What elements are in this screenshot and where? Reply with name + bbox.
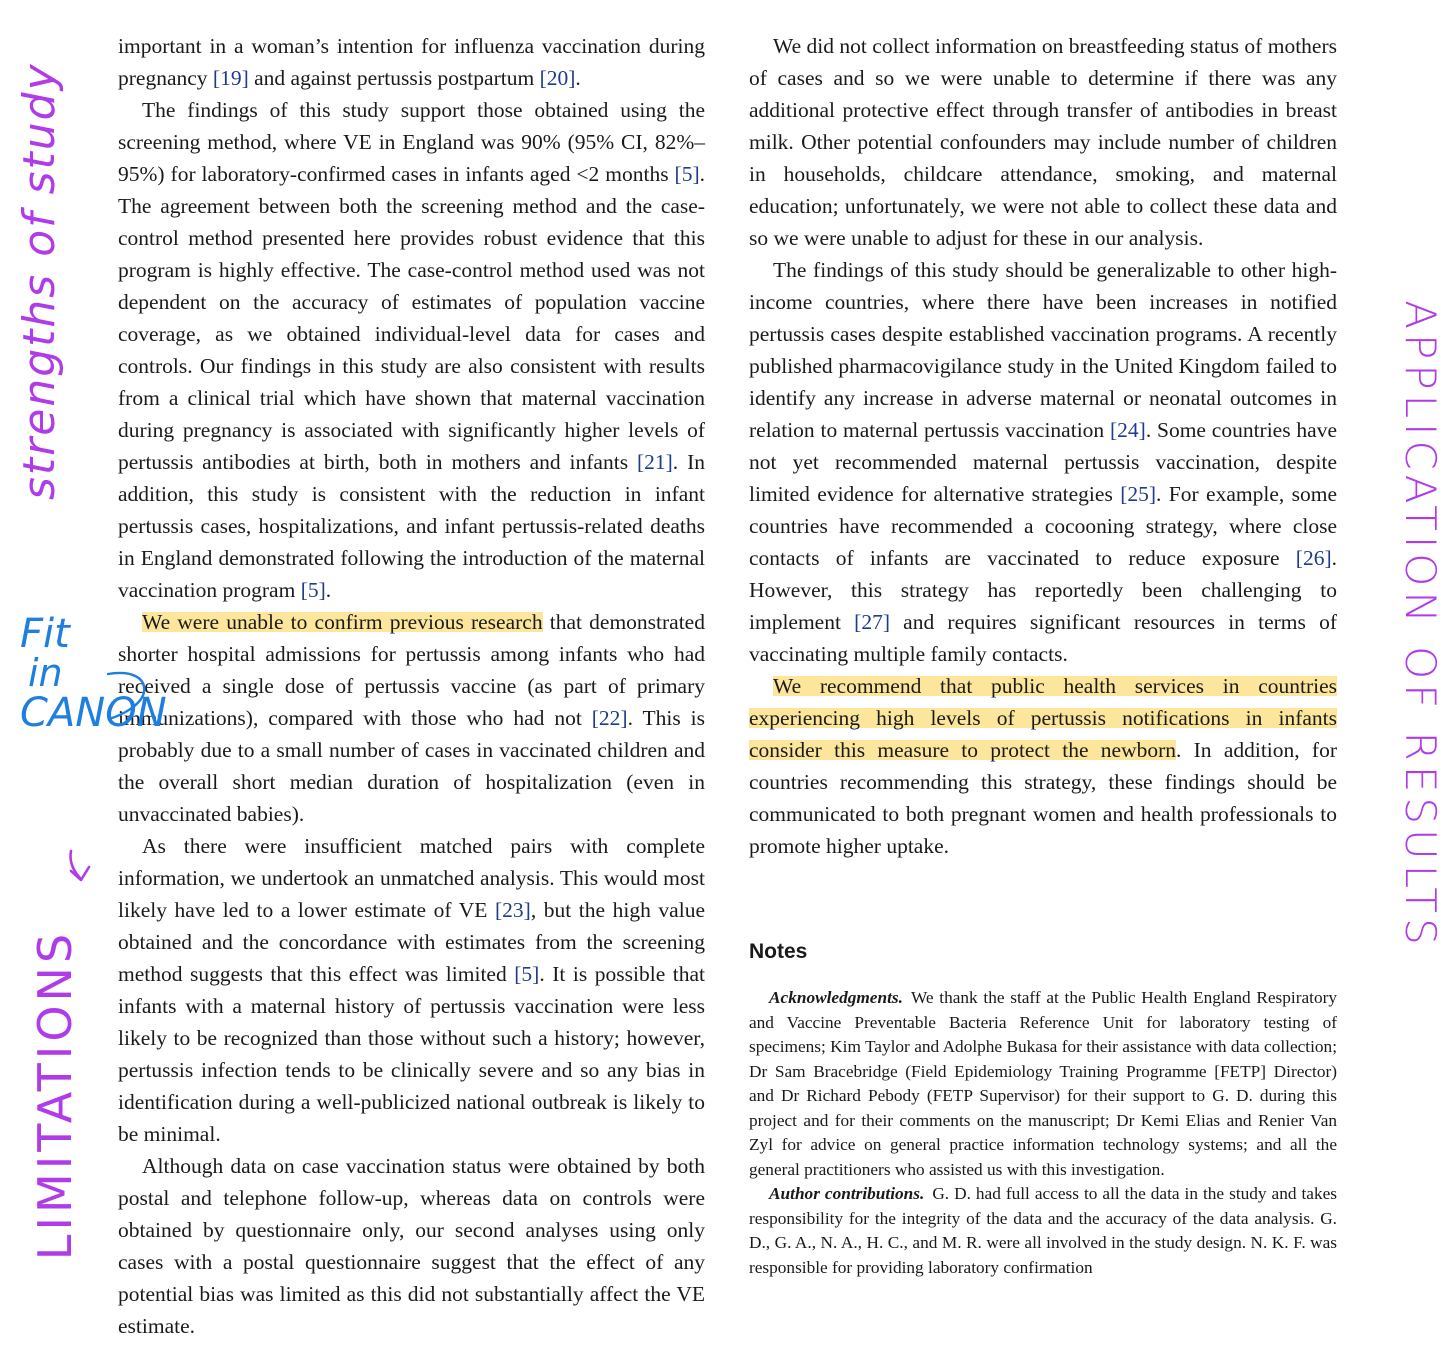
citation-link[interactable]: [5] <box>674 162 700 186</box>
citation-link[interactable]: [5] <box>300 578 326 602</box>
acknowledgments-label: Acknowledgments. <box>769 988 903 1007</box>
text-run: The findings of this study should be generalizable to other high-income countries, where there have been increases in notified pertussis cases despite established vaccination programs. A recently published pharmacovigilance study in the United Kingdom failed to identify any increase in adverse maternal or neonatal outcomes in relation to maternal pertussis vaccination <box>749 258 1337 442</box>
text-run: Although data on case vaccination status were obtained by both postal and telephone follow-up, whereas data on controls were obtained by questionnaire only, our second analyses using only cases with a postal questionnaire suggest that the effect of any potential bias was limited as this did not substantially affect the VE estimate. <box>118 1154 705 1338</box>
paragraph <box>118 606 705 830</box>
text-run: . However, this strategy has reportedly been challenging to implement <box>749 546 1337 634</box>
text-run: As there were insufficient matched pairs with complete information, we undertook an unmatched analysis. This would most likely have led to a lower estimate of VE <box>118 834 705 922</box>
annotation-application-of-results: APPLICATION OF RESULTS <box>1396 300 1445 950</box>
text-run: We did not collect information on breastfeeding status of mothers of cases and so we were unable to determine if there was any additional protective effect through transfer of antibodies in breast milk. Other potential confounders may include number of children in households, childcare attendance, smoking, and maternal education; unfortunately, we were not able to collect these data and so we were unable to adjust for these in our analysis. <box>749 34 1337 250</box>
citation-link[interactable]: [20] <box>539 66 576 90</box>
citation-link[interactable]: [22] <box>591 706 628 730</box>
highlighted-text: We recommend that public health services in countries experiencing high levels of pertussis notifications in infants consider this measure to protect the newborn <box>749 674 1337 762</box>
text-run: . The agreement between both the screening method and the case-control method presented here provides robust evidence that this program is highly effective. The case-control method used was not dependent on the accuracy of estimates of population vaccine coverage, as we obtained individual-level data for cases and controls. Our findings in this study are also consistent with results from a clinical trial which have shown that maternal vaccination during pregnancy is associated with significantly higher levels of pertussis antibodies at birth, both in mothers and infants <box>118 162 705 474</box>
text-run: . It is possible that infants with a maternal history of pertussis vaccination were less likely to be recognized than those without such a history; however, pertussis infection tends to be clinically severe and so any bias in identification during a well-publicized national outbreak is likely to be minimal. <box>118 962 706 1146</box>
citation-link[interactable]: [5] <box>514 962 540 986</box>
annotation-strengths-of-study: strengths of study <box>14 62 65 500</box>
annotation-limitations: LIMITATIONS <box>28 929 82 1261</box>
annotation-fit-line3: CANON <box>20 690 167 736</box>
notes-heading: Notes <box>749 940 808 963</box>
text-run: The findings of this study support those obtained using the screening method, where VE in England was 90% (95% CI, 82%–95%) for laboratory-confirmed cases in infants aged <2 months <box>118 98 705 186</box>
citation-link[interactable]: [19] <box>212 66 249 90</box>
citation-link[interactable]: [27] <box>854 610 890 634</box>
author-contributions-paragraph <box>749 1182 1337 1280</box>
author-contributions-label: Author contributions. <box>769 1184 925 1203</box>
down-arrow-icon <box>65 845 95 885</box>
text-run: . <box>325 578 332 602</box>
paragraph <box>118 94 705 606</box>
citation-link[interactable]: [24] <box>1109 418 1146 442</box>
citation-link[interactable]: [21] <box>636 450 673 474</box>
right-text-column <box>749 30 1337 862</box>
text-run: . This is probably due to a small number of cases in vaccinated children and the overall short median duration of hospitalization (even in unvaccinated babies). <box>118 706 705 826</box>
text-run: . In addition, this study is consistent with the reduction in infant pertussis cases, hospitalizations, and infant pertussis-related deaths in England demonstrated following the introduction of the maternal vaccination program <box>118 450 705 602</box>
highlighted-text: We were unable to confirm previous research <box>142 610 543 634</box>
text-run: and requires significant resources in terms of vaccinating multiple family contacts. <box>749 610 1338 666</box>
paragraph <box>118 30 705 94</box>
acknowledgments-text: We thank the staff at the Public Health England Respiratory and Vaccine Preventable Bacteria Reference Unit for laboratory testing of specimens; Kim Taylor and Adolphe Bukasa for their assistance with data collection; Dr Sam Bracebridge (Field Epidemiology Training Programme [FETP] Director) and Dr Richard Pebody (FETP Supervisor) for their support to G. D. during this project and for their comments on the manuscript; Dr Kemi Elias and Renier Van Zyl for advice on general practice information technology systems; and all the general practitioners who assisted us with this investigation. <box>749 988 1337 1179</box>
annotation-fit-line2: in <box>28 651 63 695</box>
citation-link[interactable]: [26] <box>1295 546 1332 570</box>
paragraph <box>749 254 1337 670</box>
citation-link[interactable]: [23] <box>494 898 531 922</box>
citation-link[interactable]: [25] <box>1120 482 1157 506</box>
text-run: . In addition, for countries recommending this strategy, these findings should be communicated to both pregnant women and health professionals to promote higher uptake. <box>749 738 1337 858</box>
text-run: , but the high value obtained and the concordance with estimates from the screening method suggests that this effect was limited <box>118 898 705 986</box>
text-run: . For example, some countries have recommended a cocooning strategy, where close contacts of infants are vaccinated to reduce exposure <box>749 482 1337 570</box>
annotation-fit-in-canon <box>20 612 167 736</box>
author-contributions-text: G. D. had full access to all the data in the study and takes responsibility for the integrity of the data and the accuracy of the data analysis. G. D., G. A., N. A., H. C., and M. R. were all involved in the study design. N. K. F. was responsible for providing laboratory confirmation <box>749 1184 1337 1277</box>
paragraph <box>118 830 705 1150</box>
text-run: that demonstrated shorter hospital admissions for pertussis among infants who had received a single dose of pertussis vaccine (as part of primary immunizations), compared with those who had not <box>118 610 705 730</box>
notes-body <box>749 986 1337 1280</box>
left-text-column <box>118 30 705 1342</box>
text-run: important in a woman’s intention for influenza vaccination during pregnancy <box>118 34 705 90</box>
text-run: . <box>575 66 581 90</box>
text-run: . Some countries have not yet recommended maternal pertussis vaccination, despite limited evidence for alternative strategies <box>749 418 1337 506</box>
paragraph <box>749 670 1337 862</box>
acknowledgments-paragraph <box>749 986 1337 1182</box>
paragraph <box>749 30 1337 254</box>
paragraph <box>118 1150 705 1342</box>
annotation-fit-line1: Fit <box>20 611 70 657</box>
text-run: and against pertussis postpartum <box>248 66 540 90</box>
